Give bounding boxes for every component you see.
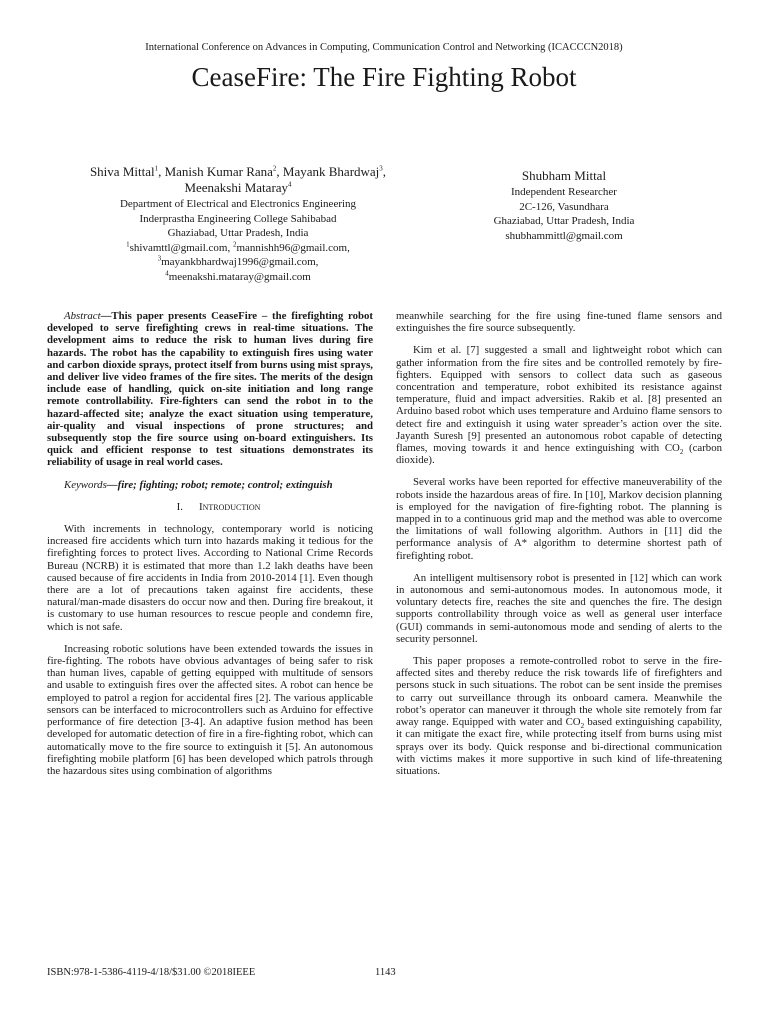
paragraph-text: This paper proposes a remote-controlled robot to serve in the fire-affected sites and thereby reduce the risk towards life of firefighters and persons stuck in such situations. The robot can be sent inside the premises to carry out surveillance through its onboard camera. Meanwhile the robot’s operator can maneuver it through the whole site remotely from far away range. Equipped with water and CO: [396, 655, 722, 729]
body-paragraph: Increasing robotic solutions have been extended towards the issues in fire-fighting. The robots have obvious advantages of being safer to risk than human lives, capable of getting equipped with multitude of sensors and usable to extinguish fires over the affected sites. A robot can hence be employed to patrol a region for accidental fires [2]. The various applicable sensors can be interfaced to microcontrollers such as Arduino for effective performance of fire detection [3-4]. An adaptive fusion method has been developed for automatic detection of fire in a fire-fighting robot, which can automatically move to the fire source to extinguish it [5]. An autonomous firefighting mobile platform [6] has been developed which patrols through the hazardous sites using combination of algorithms: [47, 642, 373, 777]
author-affil-mark: 2: [272, 164, 277, 173]
paper-title: CeaseFire: The Fire Fighting Robot: [191, 62, 577, 92]
author-email: shubhammittl@gmail.com: [505, 229, 623, 242]
abstract-text: —This paper presents CeaseFire – the firefighting robot developed to serve firefighting crews in real-time situations. The development aims to reduce the risk to human lives during fire hazards. The robot has the capability to extinguish fires using water and carbon dioxide sprays, protect itself from burns using mist sprays, and deliver live video frames of the fire sites. The merits of the design include ease of handling, quick on-site initiation and long range remote controllability. Fire-fighters can send the robot in to the hazard-affected site; analyze the exact situation using temperature, air-quality and visual inspections of prone structures; and subsequently stop the fire source using on-board extinguishers. Its quick and efficient response to test situations demonstrates its reliability of usage in real world cases.: [47, 310, 373, 469]
author-name: , Manish Kumar Rana: [158, 164, 273, 179]
author-emails: [68, 255, 408, 270]
author-block-left: [68, 164, 408, 284]
author-email: meenakshi.mataray@gmail.com: [168, 270, 311, 283]
section-number: I.: [176, 500, 183, 513]
keywords-text: —fire; fighting; robot; remote; control; extinguish: [106, 478, 333, 491]
keywords-label: Keywords: [64, 478, 107, 491]
section-title: Introduction: [198, 500, 261, 513]
email-mark: 3: [157, 254, 162, 263]
author-emails: [68, 241, 408, 256]
conference-header: International Conference on Advances in Computing, Communication Control and Networking (ICACCCN2018): [145, 42, 623, 53]
author-affil-mark: 1: [154, 164, 159, 173]
subscript: 2: [580, 722, 585, 731]
author-role: Independent Researcher: [511, 186, 617, 198]
page-number: 1143: [375, 967, 396, 978]
abstract-label: Abstract: [64, 310, 101, 322]
author-city: Ghaziabad, Uttar Pradesh, India: [167, 227, 309, 239]
author-name: Shiva Mittal: [89, 164, 155, 179]
paragraph-text: based extinguishing capability, it can mitigate the exact fire, while protecting itself from burns using mist sprays over its body. Quick response and bi-directional communication with victims makes it more supportive in such kind of life-threatening situations.: [396, 716, 722, 777]
author-email: mannishh96@gmail.com,: [236, 241, 350, 254]
body-paragraph: An intelligent multisensory robot is presented in [12] which can work in autonomous and semi-autonomous modes. In autonomous mode, it voluntary detects fire, reaches the site and quenches the fire. The design supports controllability through voice as well as general user interface (GUI) commands in semi-autonomous mode and sending of alerts to the security personnel.: [396, 571, 722, 645]
body-paragraph: [396, 344, 722, 466]
email-mark: 1: [126, 239, 130, 248]
author-address: 2C-126, Vasundhara: [519, 200, 609, 213]
author-email: mayankbhardwaj1996@gmail.com,: [161, 256, 319, 268]
author-city: Ghaziabad, Uttar Pradesh, India: [493, 215, 635, 227]
author-block-right: [432, 168, 696, 243]
author-college: Inderprastha Engineering College Sahibabad: [139, 212, 337, 225]
subscript: 2: [679, 448, 684, 457]
email-mark: 2: [232, 239, 237, 248]
author-name: , Meenakshi Mataray: [184, 164, 387, 195]
author-names: [68, 164, 408, 196]
body-paragraph: With increments in technology, contemporary world is noticing increased fire accidents which turn into hazards making it tedious for the firefighting forces to protect lives. According to National Crime Records Bureau (NCRB) it is estimated that more than 1.2 lakh deaths have been caused because of fire accidents in India from 2010-2014 [1]. Even though there are a lot of precautions taken against fire accidents, these natural/man-made disasters do occur now and then. During fire breakout, it is customary to use human resources to rescue people and condemn fire, which is not safe.: [47, 523, 373, 633]
author-email: shivamttl@gmail.com,: [129, 241, 233, 254]
body-paragraph: meanwhile searching for the fire using fine-tuned flame sensors and extinguishes the fire source subsequently.: [396, 310, 722, 335]
left-column: [47, 310, 373, 787]
author-name: , Mayank Bhardwaj: [276, 164, 380, 179]
author-affil-mark: 4: [288, 180, 292, 189]
body-paragraph: Several works have been reported for effective maneuverability of the robots inside the hazardous areas of fire. In [10], Markov decision planning is employed for the navigation of fire-fighting robot. The planning is mapped in to a continuous grid map and the method was able to overcome the limitations of wall following algorithm. Authors in [11] did the performance analysis of A* algorithm to determine shortest path of firefighting robot.: [396, 476, 722, 562]
section-heading: [47, 501, 373, 513]
author-name: Shubham Mittal: [521, 168, 607, 183]
email-mark: 4: [165, 268, 169, 277]
right-column: [396, 310, 722, 787]
keywords: [47, 479, 373, 491]
author-emails: [68, 270, 408, 285]
author-affil-mark: 3: [379, 164, 383, 173]
author-department: Department of Electrical and Electronics Engineering: [119, 198, 357, 210]
body-paragraph: [396, 655, 722, 777]
footer-isbn: ISBN:978-1-5386-4119-4/18/$31.00 ©2018IEEE: [47, 967, 256, 978]
abstract: [47, 310, 373, 469]
paragraph-text: Kim et al. [7] suggested a small and lightweight robot which can gather information from the fire sites and be controlled remotely by fire-fighters. Equipped with sensors to collect data such as gaseous concentration and temperature, robot exhibited its resistance against temperature, fluid and impact adversities. Rakib et al. [8] presented an Arduino based robot which uses temperature and Arduino flame sensors to detect fire and extinguish it using water spreader’s action over the site. Jayanth Suresh [9] presented an autonomous robot capable of detecting flames, moving towards it and hence extinguishing with CO: [396, 344, 722, 455]
paragraph-text: (carbon dioxide).: [396, 442, 722, 467]
